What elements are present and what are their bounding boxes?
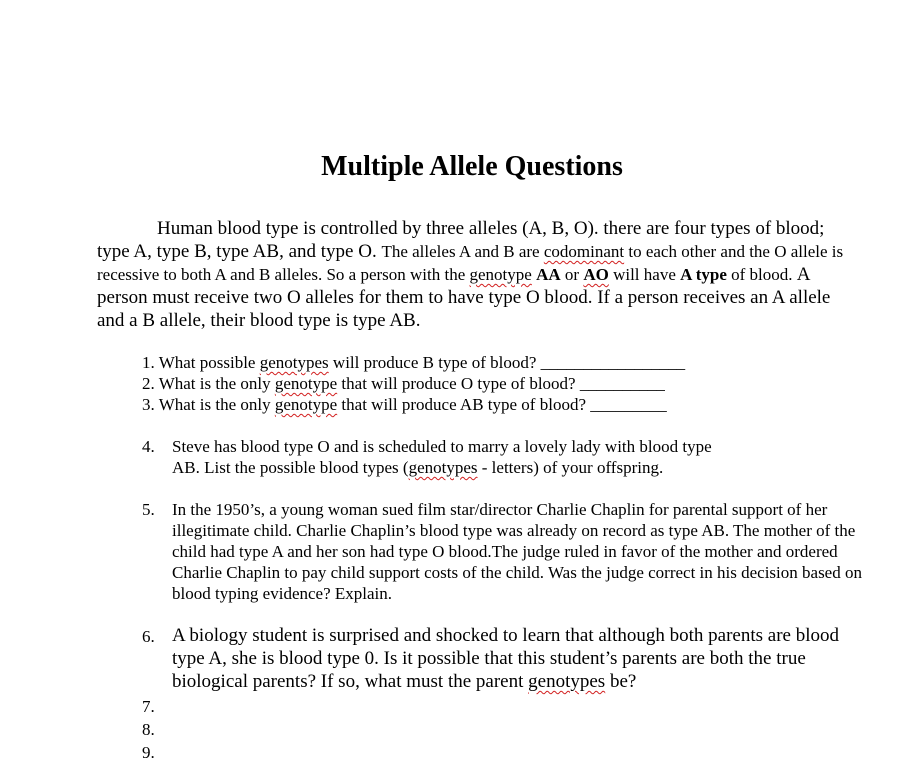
question-number: 5. (142, 500, 155, 519)
question-number: 4. (142, 437, 155, 456)
q4-post: - letters) of your offspring. (477, 458, 664, 477)
spellcheck-word-genotypes[interactable]: genotypes (259, 353, 329, 372)
question-number: 8. (142, 720, 155, 739)
q2-pre: 2. What is the only (142, 374, 275, 393)
intro-text-6: will have (608, 265, 681, 284)
q3-post: that will produce AB type of blood? _________ (337, 395, 667, 414)
q6-post: be? (605, 671, 637, 692)
q1-post: will produce B type of blood? _________________ (328, 353, 686, 372)
q3-pre: 3. What is the only (142, 395, 275, 414)
q4-pre: Steve has blood type O and is scheduled to marry a lovely lady with blood type AB. List the possible blood types ( (172, 437, 712, 477)
q2-post: that will produce O type of blood? __________ (337, 374, 665, 393)
question-number: 6. (142, 627, 155, 646)
page-title: Multiple Allele Questions (321, 151, 623, 182)
question-3 (142, 394, 667, 415)
question-number: 9. (142, 743, 155, 762)
question-text: In the 1950’s, a young woman sued film star/director Charlie Chaplin for parental support of her illegitimate child. Charlie Chaplin’s blood type was already on record as type AB. The mother of the child had type A and her son had type O blood.The judge ruled in favor of the mother and ordered Charlie Chaplin to pay child support costs of the child. Was the judge correct in his decision based on blood typing evidence? Explain. (172, 500, 862, 603)
spellcheck-word-genotypes[interactable]: genotypes (408, 458, 478, 477)
question-text (172, 624, 847, 693)
genotype-AO[interactable]: AO (583, 265, 609, 284)
intro-text-5: or (560, 265, 584, 284)
intro-paragraph (97, 217, 857, 332)
q1-pre: 1. What possible (142, 353, 260, 372)
spellcheck-word-genotypes[interactable]: genotypes (528, 671, 606, 692)
a-type-bold: A type (680, 265, 727, 284)
q6-pre: A biology student is surprised and shocked to learn that although both parents are blood type A, she is blood type 0. Is it possible that this student’s parents are both the true biological parents? If so, what must the parent (172, 625, 839, 692)
genotype-AA: AA (536, 265, 561, 284)
intro-text-3: to each other and the O allele is recessive to both A and B alleles. So a person with the (97, 242, 844, 284)
spellcheck-word-genotype[interactable]: genotype (274, 374, 338, 393)
question-1 (142, 352, 685, 373)
spellcheck-word-genotype[interactable]: genotype (274, 395, 338, 414)
spellcheck-word-codominant[interactable]: codominant (543, 242, 625, 261)
spellcheck-word-genotype[interactable]: genotype (469, 265, 532, 284)
question-text (172, 436, 722, 478)
intro-text-7: of blood. (726, 265, 797, 284)
question-number: 7. (142, 697, 155, 716)
intro-text-2: The alleles A and B are (381, 242, 544, 261)
intro-text-1: Human blood type is controlled by three alleles (A, B, O). there are four types of blood; type A, type B, type AB, and type O. (97, 218, 825, 262)
question-2 (142, 373, 665, 394)
intro-text-8: A person must receive two O alleles for them to have type O blood. If a person receives an A allele and a B allele, their blood type is type AB. (97, 264, 831, 331)
